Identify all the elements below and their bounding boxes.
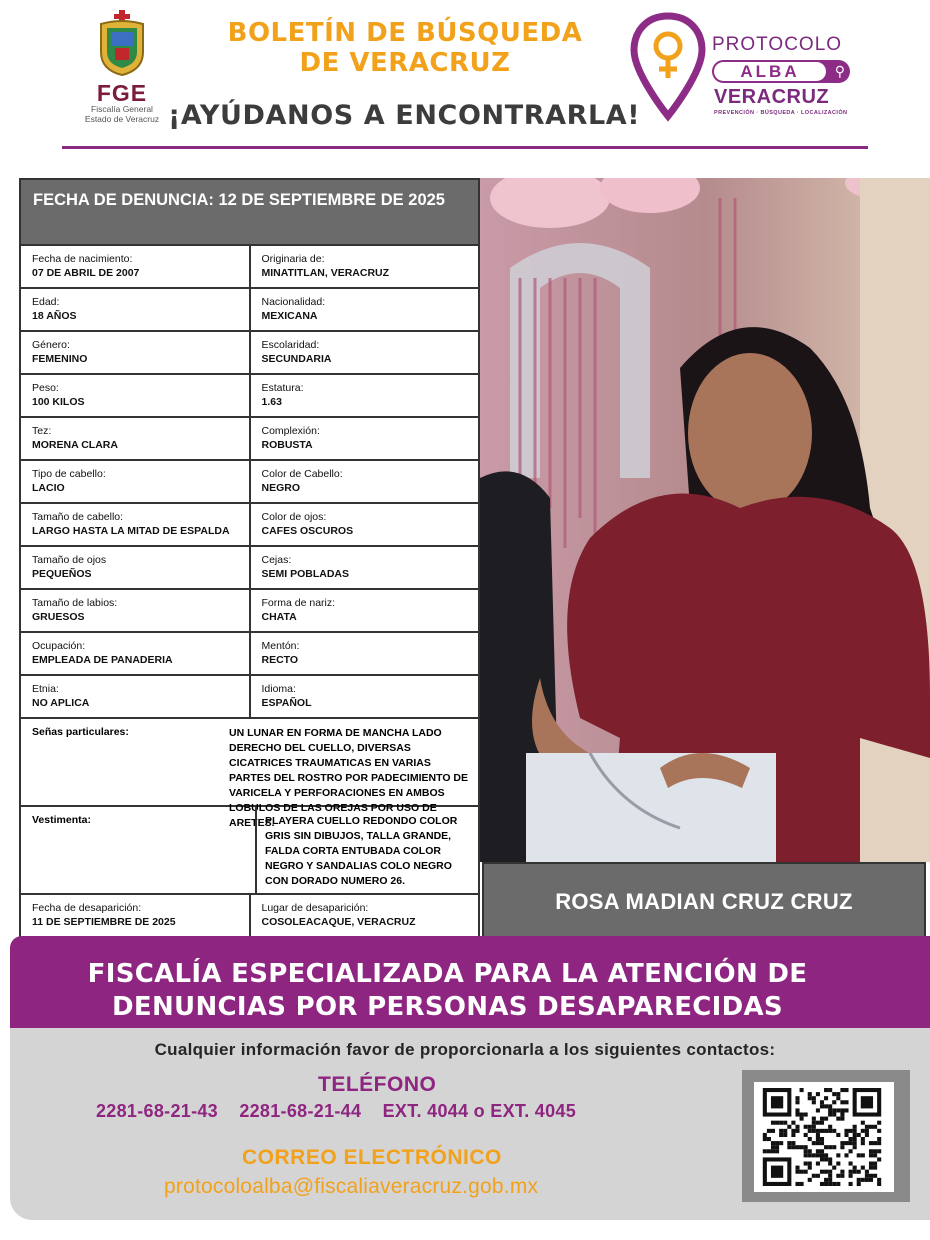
cell-label: Tez: (32, 425, 52, 437)
cell-label: Forma de nariz: (261, 597, 336, 609)
cell-label: Nacionalidad: (261, 296, 326, 308)
alba-tagline: PREVENCIÓN · BÚSQUEDA · LOCALIZACIÓN (714, 110, 848, 116)
phone-number-2[interactable]: 2281-68-21-44 (239, 1101, 362, 1121)
fge-subtitle-1: Fiscalía General (91, 104, 153, 114)
cell-label: Escolaridad: (261, 339, 320, 351)
data-cell (21, 332, 249, 373)
cell-value: 18 AÑOS (32, 310, 77, 322)
data-cell (21, 289, 249, 330)
protocolo-alba-logo (630, 12, 870, 122)
header-divider (62, 146, 868, 149)
cell-value: CAFES OSCUROS (261, 525, 354, 537)
data-row (21, 633, 478, 676)
qr-code-icon[interactable] (762, 1088, 882, 1186)
cell-value: EMPLEADA DE PANADERIA (32, 654, 173, 666)
bulletin-title (170, 18, 640, 78)
cell-label: Lugar de desaparición: (261, 902, 369, 914)
cell-label: Tamaño de cabello: (32, 511, 124, 523)
veracruz-coat-of-arms-icon (95, 10, 149, 74)
data-cell (249, 289, 479, 330)
cell-value: NEGRO (261, 482, 301, 494)
disappearance-date-cell (21, 895, 249, 936)
clothing-row (21, 807, 478, 895)
data-cell (21, 461, 249, 502)
cell-value: FEMENINO (32, 353, 88, 365)
person-name: ROSA MADIAN CRUZ CRUZ (555, 889, 853, 914)
slogan: ¡AYÚDANOS A ENCONTRARLA! (168, 100, 641, 131)
data-cell (21, 633, 249, 674)
email-link[interactable]: protocoloalba@fiscaliaveracruz.gob.mx (164, 1175, 539, 1198)
location-pin-icon (630, 12, 706, 122)
cell-label: Tamaño de ojos (32, 554, 107, 566)
cell-label: Etnia: (32, 683, 59, 695)
data-cell (21, 375, 249, 416)
cell-label: Complexión: (261, 425, 320, 437)
missing-person-photo (480, 178, 930, 862)
data-cell (21, 547, 249, 588)
search-icon: ⚲ (834, 63, 845, 79)
contact-intro: Cualquier información favor de proporcionarla a los siguientes contactos: (154, 1040, 776, 1059)
phone-extensions: EXT. 4044 o EXT. 4045 (382, 1101, 577, 1121)
cell-label: Edad: (32, 296, 60, 308)
cell-value: 100 KILOS (32, 396, 85, 408)
data-cell (21, 504, 249, 545)
cell-value: MORENA CLARA (32, 439, 118, 451)
data-row (21, 676, 478, 719)
data-cell (249, 332, 479, 373)
title-line-1: BOLETÍN DE BÚSQUEDA (227, 18, 583, 48)
distinguishing-marks-value: UN LUNAR EN FORMA DE MANCHA LADO DERECHO DEL CUELLO, DIVERSAS CICATRICES TRAUMATICAS EN VARIAS PARTES DEL ROSTRO POR PADECIMIENTO DE VARICELA Y PERFORACIONES EN AMBOS LOBULOS DE LAS OREJAS POR USO DE ARETES. (229, 727, 468, 829)
fge-name: FGE (96, 80, 148, 106)
data-row (21, 504, 478, 547)
data-row (21, 246, 478, 289)
cell-value: NO APLICA (32, 697, 90, 709)
data-cell (21, 676, 249, 717)
cell-label: Color de Cabello: (261, 468, 343, 480)
data-cell (21, 246, 249, 287)
cell-value: CHATA (261, 611, 297, 623)
data-cell (249, 547, 479, 588)
cell-value: LACIO (32, 482, 65, 494)
banner-line-1: FISCALÍA ESPECIALIZADA PARA LA ATENCIÓN DE (87, 959, 808, 989)
data-cell (249, 504, 479, 545)
disappearance-place-cell (249, 895, 479, 936)
data-cell (249, 590, 479, 631)
data-row (21, 289, 478, 332)
fge-subtitle-2: Estado de Veracruz (84, 114, 160, 124)
person-data-table (19, 178, 480, 948)
alba-pill (712, 60, 850, 83)
fge-logo (76, 10, 168, 135)
cell-value: LARGO HASTA LA MITAD DE ESPALDA (32, 525, 230, 537)
cell-label: Peso: (32, 382, 59, 394)
cell-label: Ocupación: (32, 640, 86, 652)
banner-line-2: DENUNCIAS POR PERSONAS DESAPARECIDAS (112, 992, 783, 1022)
cell-label: Género: (32, 339, 70, 351)
distinguishing-marks-label: Señas particulares: (32, 726, 129, 738)
data-row (21, 590, 478, 633)
data-row (21, 461, 478, 504)
cell-label: Tipo de cabello: (32, 468, 106, 480)
data-rows (21, 246, 478, 719)
data-cell (249, 633, 479, 674)
cell-value: GRUESOS (32, 611, 85, 623)
data-row (21, 375, 478, 418)
cell-label: Color de ojos: (261, 511, 327, 523)
cell-label: Mentón: (261, 640, 300, 652)
cell-value: 07 DE ABRIL DE 2007 (32, 267, 140, 279)
disappearance-row (21, 895, 478, 936)
data-row (21, 332, 478, 375)
cell-value: ESPAÑOL (261, 697, 312, 709)
cell-value: PEQUEÑOS (32, 568, 92, 580)
clothing-value: PLAYERA CUELLO REDONDO COLOR GRIS SIN DIBUJOS, TALLA GRANDE, FALDA CORTA ENTUBADA COLOR NEGRO Y SANDALIAS COLO NEGRO CON DORADO NUMERO 26. (265, 815, 458, 887)
cell-label: Tamaño de labios: (32, 597, 118, 609)
cell-value: SEMI POBLADAS (261, 568, 350, 580)
cell-label: Idioma: (261, 683, 296, 695)
data-cell (249, 375, 479, 416)
data-cell (21, 418, 249, 459)
cell-label: Originaria de: (261, 253, 325, 265)
data-row (21, 547, 478, 590)
phone-number-1[interactable]: 2281-68-21-43 (96, 1101, 218, 1121)
cell-label: Cejas: (261, 554, 292, 566)
clothing-label: Vestimenta: (21, 807, 257, 893)
data-cell (249, 418, 479, 459)
phone-label: TELÉFONO (318, 1073, 437, 1096)
cell-value: SECUNDARIA (261, 353, 332, 365)
data-cell (249, 246, 479, 287)
alba-line-1: PROTOCOLO (712, 34, 843, 55)
data-cell (21, 590, 249, 631)
cell-value: COSOLEACAQUE, VERACRUZ (261, 916, 416, 928)
cell-value: RECTO (261, 654, 299, 666)
cell-label: Estatura: (261, 382, 304, 394)
phone-numbers (96, 1101, 592, 1122)
cell-value: MEXICANA (261, 310, 318, 322)
alba-line-2: VERACRUZ (714, 86, 830, 108)
cell-value: 1.63 (261, 396, 282, 408)
title-line-2: DE VERACRUZ (299, 48, 511, 78)
agency-banner-text (10, 958, 885, 1024)
cell-value: ROBUSTA (261, 439, 313, 451)
cell-label: Fecha de desaparición: (32, 902, 142, 914)
report-date: FECHA DE DENUNCIA: 12 DE SEPTIEMBRE DE 2025 (21, 180, 478, 246)
cell-label: Fecha de nacimiento: (32, 253, 133, 265)
data-cell (249, 676, 479, 717)
data-row (21, 418, 478, 461)
email-label: CORREO ELECTRÓNICO (242, 1146, 502, 1169)
cell-value: MINATITLAN, VERACRUZ (261, 267, 390, 279)
alba-pill-text: ALBA (714, 62, 826, 81)
cell-value: 11 DE SEPTIEMBRE DE 2025 (32, 916, 176, 928)
data-cell (249, 461, 479, 502)
